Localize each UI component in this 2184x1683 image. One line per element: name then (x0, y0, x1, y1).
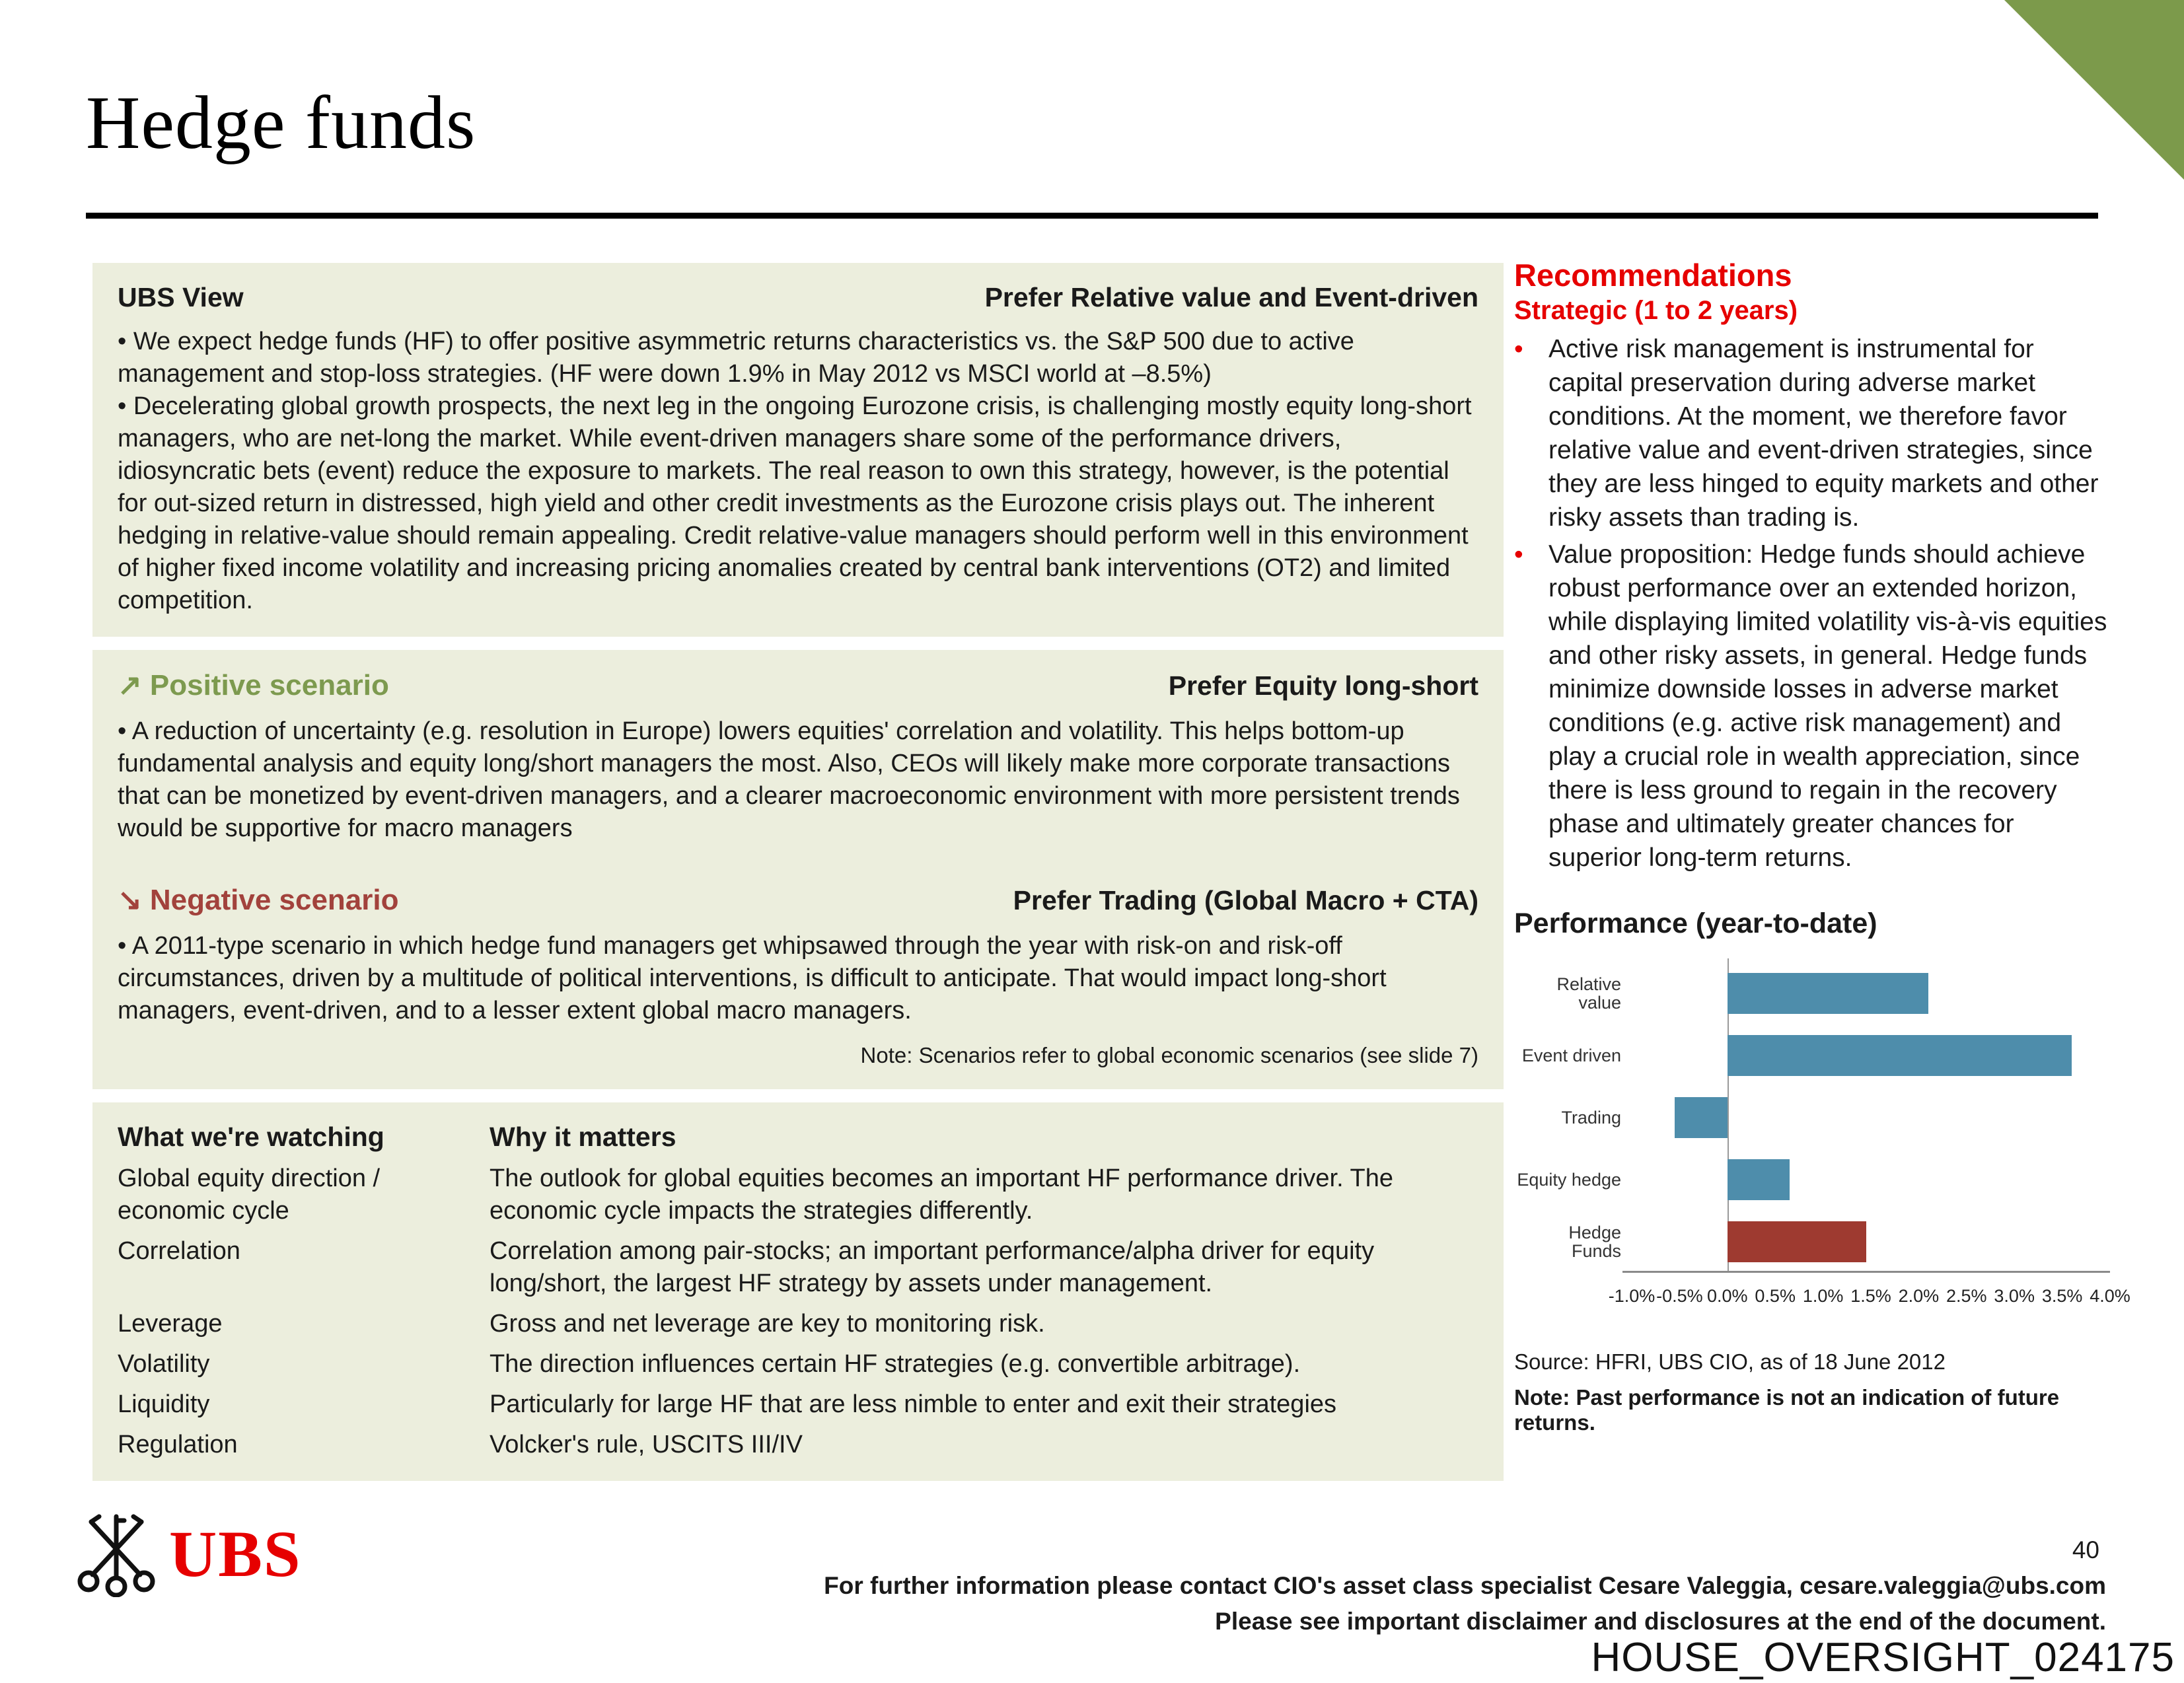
watching-item-label: Leverage (118, 1310, 223, 1338)
document-id-watermark: HOUSE_OVERSIGHT_024175 (1591, 1635, 2175, 1680)
chart-plot-area (1632, 962, 2110, 1273)
watching-item-label: Correlation (118, 1237, 240, 1266)
chart-body (1514, 962, 2110, 1273)
ubs-view-header (118, 280, 1478, 315)
left-column (92, 263, 1504, 1494)
watching-item-label: Volatility (118, 1350, 210, 1379)
chart-x-tick-label: 1.5% (1850, 1286, 1891, 1307)
chart-category-label: Relative value (1556, 974, 1621, 1013)
positive-scenario-label: Positive scenario (149, 669, 389, 702)
red-bullet-icon: • (1514, 540, 1523, 569)
chart-x-tick-label: -1.0% (1608, 1286, 1656, 1307)
ubs-view-box (92, 263, 1504, 637)
watching-item-reason: Volcker's rule, USCITS III/IV (490, 1431, 803, 1459)
chart-x-tick-labels (1608, 1273, 2130, 1311)
chart-bar (1728, 1221, 1866, 1262)
page-number: 40 (2072, 1536, 2099, 1563)
watching-item-label: Liquidity (118, 1390, 210, 1419)
recommendation-bullet-item (1514, 332, 2110, 534)
down-right-arrow-icon: ↘ (118, 883, 142, 916)
recommendation-bullet-item (1514, 538, 2110, 875)
chart-x-tick-label: 3.5% (2041, 1286, 2083, 1307)
chart-category-label: Trading (1561, 1108, 1621, 1128)
ubs-view-label: UBS View (118, 282, 244, 312)
negative-scenario-bullets (118, 930, 1478, 1027)
right-column (1514, 258, 2130, 1435)
ubs-wordmark: UBS (169, 1517, 302, 1591)
chart-note-text: Note: Past performance is not an indication of future returns. (1514, 1385, 2060, 1435)
positive-scenario-section (118, 667, 1478, 845)
chart-category-label: Equity hedge (1517, 1170, 1621, 1190)
chart-category-labels (1514, 962, 1632, 1273)
ubs-view-bullets (118, 326, 1478, 617)
red-bullet-icon: • (1514, 335, 1523, 364)
title-divider (86, 213, 2098, 219)
recommendations-subheading: Strategic (1 to 2 years) (1514, 296, 1798, 326)
chart-x-tick-label: 1.0% (1802, 1286, 1844, 1307)
watching-box (92, 1102, 1504, 1481)
chart-bar (1728, 1159, 1790, 1200)
positive-scenario-header (118, 667, 1478, 705)
watching-col2-header: Why it matters (490, 1122, 676, 1153)
watching-item-label: Global equity direction / economic cycle (118, 1164, 381, 1225)
chart-category-label: Hedge Funds (1568, 1222, 1621, 1262)
watching-item-reason: Gross and net leverage are key to monitoring risk. (490, 1310, 1045, 1338)
watching-item-reason: Particularly for large HF that are less nimble to enter and exit their strategies (490, 1390, 1337, 1419)
ubs-logo (77, 1511, 302, 1597)
up-right-arrow-icon: ↗ (118, 669, 142, 702)
chart-x-tick-label: 0.0% (1707, 1286, 1748, 1307)
positive-scenario-title (118, 667, 389, 705)
chart-x-tick-label: 2.5% (1946, 1286, 1987, 1307)
performance-chart (1514, 962, 2130, 1311)
chart-bar (1675, 1097, 1728, 1138)
scenarios-note: Note: Scenarios refer to global economic scenarios (see slide 7) (860, 1042, 1478, 1067)
negative-scenario-header (118, 882, 1478, 919)
recommendation-bullet-text: Value proposition: Hedge funds should achieve robust performance over an extended horizon, while displaying limited volatility vis-à-vis equities and other risky assets, in general. Hedge funds minimize downside losses in adverse market conditions (e.g. active risk management) and play a crucial role in wealth appreciation, since there is less ground to regain in the recovery phase and ultimately greater chances for superior long-term returns. (1548, 540, 2107, 873)
watching-item-reason: Correlation among pair-stocks; an important performance/alpha driver for equity long/short, the largest HF strategy by assets under management. (490, 1237, 1375, 1298)
chart-source-text: Source: HFRI, UBS CIO, as of 18 June 2012 (1514, 1349, 1946, 1375)
negative-scenario-section (118, 882, 1478, 1027)
watching-table (118, 1120, 1478, 1461)
negative-scenario-title (118, 882, 399, 919)
chart-x-tick-label: 3.0% (1994, 1286, 2035, 1307)
chart-x-tick-label: -0.5% (1656, 1286, 1703, 1307)
scenarios-box (92, 650, 1504, 1089)
ubs-keys-icon (77, 1511, 156, 1597)
chart-bar (1728, 1035, 2072, 1076)
footer-contact-line: For further information please contact CIO's asset class specialist Cesare Valeggia, cesare.valeggia@ubs.com (824, 1572, 2106, 1599)
chart-x-tick-label: 2.0% (1898, 1286, 1940, 1307)
recommendation-bullet-text: Active risk management is instrumental for capital preservation during adverse market conditions. At the moment, we therefore favor relative value and event-driven strategies, since they are less hinged to equity markets and other risky assets than trading is. (1548, 335, 2099, 532)
chart-bar (1728, 973, 1928, 1014)
recommendations-bullets (1514, 332, 2110, 875)
chart-x-tick-label: 0.5% (1755, 1286, 1796, 1307)
bullet-item: • Decelerating global growth prospects, the next leg in the ongoing Eurozone crisis, is challenging mostly equity long-short managers, who are net-long the market. While event-driven managers share some of the performance drivers, idiosyncratic bets (event) reduce the exposure to markets. The real reason to own this strategy, however, is the potential for out-sized return in distressed, high yield and other credit investments as the Eurozone crisis plays out. The inherent hedging in relative-value should remain appealing. Credit relative-value managers should perform well in this environment of higher fixed income volatility and increasing pricing anomalies created by central bank interventions (OT2) and limited competition. (118, 392, 1472, 614)
positive-prefer-label: Prefer Equity long-short (1168, 670, 1478, 701)
watching-col1-header: What we're watching (118, 1122, 384, 1153)
bullet-item: • We expect hedge funds (HF) to offer positive asymmetric returns characteristics vs. the S&P 500 due to active management and stop-loss strategies. (HF were down 1.9% in May 2012 vs MSCI world at –8.5%) (118, 327, 1354, 388)
watching-item-label: Regulation (118, 1431, 238, 1459)
watching-item-reason: The outlook for global equities becomes an important HF performance driver. The economic cycle impacts the strategies differently. (490, 1164, 1393, 1225)
watching-item-reason: The direction influences certain HF strategies (e.g. convertible arbitrage). (490, 1350, 1301, 1379)
positive-scenario-bullets (118, 715, 1478, 845)
chart-x-tick-label: 4.0% (2090, 1286, 2130, 1307)
bullet-item: • A 2011-type scenario in which hedge fund managers get whipsawed through the year with risk-on and risk-off circumstances, driven by a multitude of political interventions, is difficult to anticipate. That would impact long-short managers, event-driven, and to a lesser extent global macro managers. (118, 931, 1387, 1024)
recommendations-heading: Recommendations (1514, 258, 1792, 293)
negative-prefer-label: Prefer Trading (Global Macro + CTA) (1013, 884, 1478, 915)
footer-disclaimer-line: Please see important disclaimer and disclosures at the end of the document. (1215, 1608, 2106, 1635)
chart-category-label: Event driven (1521, 1046, 1621, 1066)
ubs-view-prefer-label: Prefer Relative value and Event-driven (984, 282, 1478, 312)
negative-scenario-label: Negative scenario (149, 883, 399, 916)
page-title: Hedge funds (86, 81, 476, 164)
corner-triangle-decoration (2004, 0, 2184, 180)
bullet-item: • A reduction of uncertainty (e.g. resolution in Europe) lowers equities' correlation and volatility. This helps bottom-up fundamental analysis and equity long/short managers the most. Also, CEOs will likely make more corporate transactions that can be monetized by event-driven managers, and a clearer macroeconomic environment with more persistent trends would be supportive for macro managers (118, 717, 1460, 842)
performance-chart-title: Performance (year-to-date) (1514, 908, 1877, 940)
